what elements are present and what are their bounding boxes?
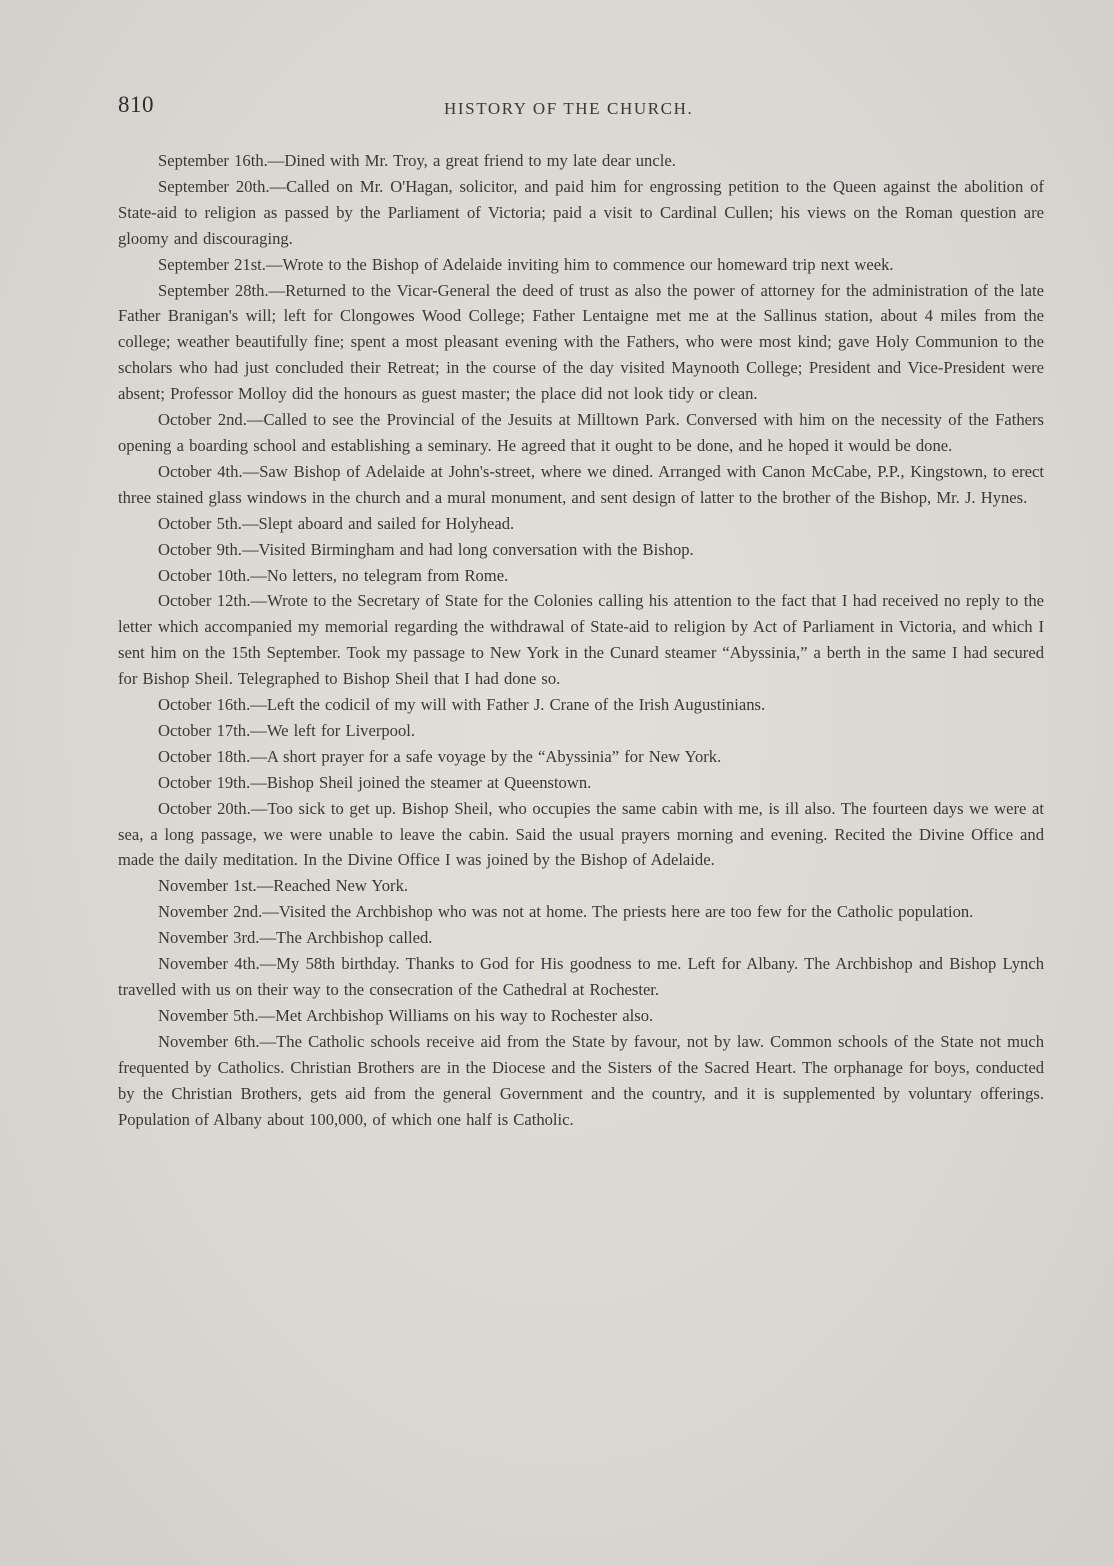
- diary-entry: October 16th.—Left the codicil of my will with Father J. Crane of the Irish Augustinians.: [158, 695, 766, 715]
- diary-entries: [118, 148, 1044, 1132]
- diary-entry: October 17th.—We left for Liverpool.: [158, 720, 416, 740]
- running-head: [118, 92, 1044, 126]
- diary-entry: November 6th.—The Catholic schools receive aid from the State by favour, not by law. Common schools of the State not much frequented by Catholics. Christian Brothers are in the Diocese and the Sisters of the Sacred Heart. The orphanage for boys, conducted by the Christian Brothers, gets aid from the general Government and the country, and it is supplemented by voluntary offerings. Population of Albany about 100,000, of which one half is Catholic.: [118, 1031, 1044, 1129]
- diary-entry: November 5th.—Met Archbishop Williams on his way to Rochester also.: [158, 1005, 654, 1025]
- diary-entry: October 9th.—Visited Birmingham and had long conversation with the Bishop.: [158, 539, 694, 559]
- running-title: HISTORY OF THE CHURCH.: [444, 99, 694, 118]
- diary-entry: October 18th.—A short prayer for a safe voyage by the “Abyssinia” for New York.: [158, 746, 722, 766]
- diary-entry: October 19th.—Bishop Sheil joined the steamer at Queenstown.: [158, 772, 592, 792]
- diary-entry: October 12th.—Wrote to the Secretary of State for the Colonies calling his attention to the fact that I had received no reply to the letter which accompanied my memorial regarding the withdrawal of State-aid to religion by Act of Parliament in Victoria, and which I sent him on the 15th September. Took my passage to New York in the Cunard steamer “Abyssinia,” a berth in the same I had secured for Bishop Sheil. Telegraphed to Bishop Sheil that I had done so.: [118, 591, 1044, 689]
- page-number: 810: [118, 92, 154, 117]
- diary-entry: September 20th.—Called on Mr. O'Hagan, solicitor, and paid him for engrossing petition to the Queen against the abolition of State-aid to religion as passed by the Parliament of Victoria; paid a visit to Cardinal Cullen; his views on the Roman question are gloomy and discouraging.: [118, 176, 1044, 248]
- diary-entry: October 2nd.—Called to see the Provincial of the Jesuits at Milltown Park. Conversed with him on the necessity of the Fathers opening a boarding school and establishing a seminary. He agreed that it ought to be done, and he hoped it would be done.: [118, 410, 1044, 455]
- diary-entry: November 1st.—Reached New York.: [158, 876, 409, 896]
- diary-entry: October 20th.—Too sick to get up. Bishop Sheil, who occupies the same cabin with me, is ill also. The fourteen days we were at sea, a long passage, we were unable to leave the cabin. Said the usual prayers morning and evening. Recited the Divine Office and made the daily meditation. In the Divine Office I was joined by the Bishop of Adelaide.: [118, 798, 1044, 870]
- diary-entry: November 2nd.—Visited the Archbishop who was not at home. The priests here are too few for the Catholic population.: [158, 902, 974, 922]
- diary-entry: November 3rd.—The Archbishop called.: [158, 928, 433, 948]
- diary-entry: September 21st.—Wrote to the Bishop of Adelaide inviting him to commence our homeward trip next week.: [158, 254, 894, 274]
- diary-entry: November 4th.—My 58th birthday. Thanks to God for His goodness to me. Left for Albany. The Archbishop and Bishop Lynch travelled with us on their way to the consecration of the Cathedral at Rochester.: [118, 954, 1044, 999]
- diary-entry: September 28th.—Returned to the Vicar-General the deed of trust as also the power of attorney for the administration of the late Father Branigan's will; left for Clongowes Wood College; Father Lentaigne met me at the Sallinus station, about 4 miles from the college; weather beautifully fine; spent a most pleasant evening with the Fathers, who were most kind; gave Holy Communion to the scholars who had just concluded their Retreat; in the course of the day visited Maynooth College; President and Vice-President were absent; Professor Molloy did the honours as guest master; the place did not look tidy or clean.: [118, 280, 1044, 404]
- diary-entry: October 10th.—No letters, no telegram from Rome.: [158, 565, 509, 585]
- diary-entry: September 16th.—Dined with Mr. Troy, a great friend to my late dear uncle.: [158, 151, 676, 170]
- diary-entry: October 4th.—Saw Bishop of Adelaide at John's-street, where we dined. Arranged with Canon McCabe, P.P., Kingstown, to erect three stained glass windows in the church and a mural monument, and sent design of latter to the brother of the Bishop, Mr. J. Hynes.: [118, 461, 1044, 507]
- diary-entry: October 5th.—Slept aboard and sailed for Holyhead.: [158, 513, 515, 533]
